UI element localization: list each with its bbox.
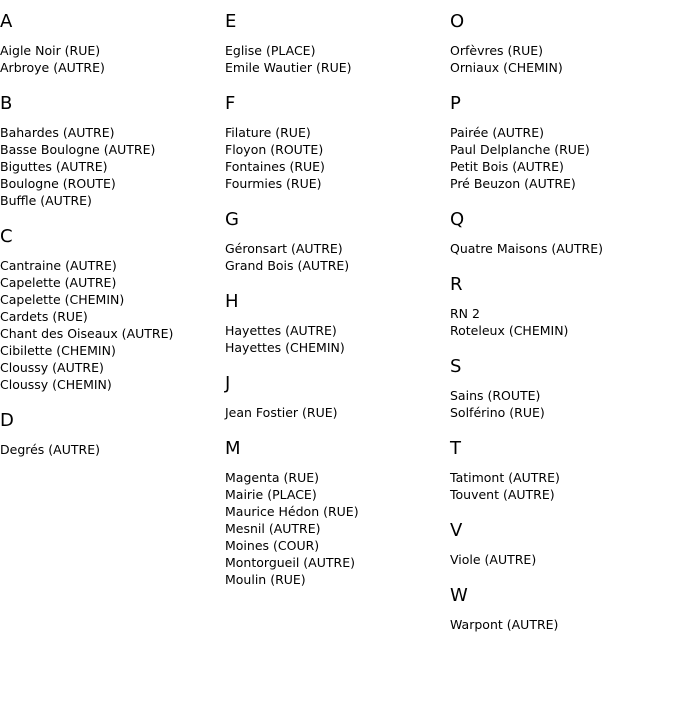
letter-heading: R [450, 274, 463, 295]
letter-heading: W [450, 585, 468, 606]
index-column [225, 10, 447, 604]
street-item[interactable]: Roteleux (CHEMIN) [450, 323, 569, 338]
letter-heading: G [225, 209, 239, 230]
letter-heading: H [225, 291, 239, 312]
street-list [0, 124, 222, 209]
street-list [225, 240, 447, 274]
letter-heading: T [450, 438, 461, 459]
street-list [225, 404, 447, 421]
letter-group [225, 290, 447, 356]
street-item[interactable]: Moines (COUR) [225, 538, 320, 553]
street-item[interactable]: Petit Bois (AUTRE) [450, 159, 564, 174]
street-item[interactable]: Arbroye (AUTRE) [0, 60, 105, 75]
street-item[interactable]: Orfèvres (RUE) [450, 43, 543, 58]
letter-group [0, 225, 222, 393]
street-item[interactable]: Cibilette (CHEMIN) [0, 343, 116, 358]
letter-group [225, 10, 447, 76]
letter-group [225, 208, 447, 274]
street-item[interactable]: Pairée (AUTRE) [450, 125, 545, 140]
street-item[interactable]: Magenta (RUE) [225, 470, 320, 485]
street-item[interactable]: Quatre Maisons (AUTRE) [450, 241, 604, 256]
street-item[interactable]: Moulin (RUE) [225, 572, 306, 587]
street-item[interactable]: Buffle (AUTRE) [0, 193, 92, 208]
street-item[interactable]: Montorgueil (AUTRE) [225, 555, 355, 570]
street-item[interactable]: Chant des Oiseaux (AUTRE) [0, 326, 174, 341]
street-item[interactable]: Paul Delplanche (RUE) [450, 142, 590, 157]
street-item[interactable]: Floyon (ROUTE) [225, 142, 324, 157]
street-item[interactable]: Capelette (CHEMIN) [0, 292, 125, 307]
letter-heading: M [225, 438, 241, 459]
street-item[interactable]: Mesnil (AUTRE) [225, 521, 321, 536]
letter-group [225, 372, 447, 421]
street-list [225, 322, 447, 356]
letter-heading: J [225, 373, 231, 394]
street-item[interactable]: Eglise (PLACE) [225, 43, 316, 58]
street-item[interactable]: Cantraine (AUTRE) [0, 258, 117, 273]
street-item[interactable]: Emile Wautier (RUE) [225, 60, 352, 75]
street-item[interactable]: Aigle Noir (RUE) [0, 43, 101, 58]
street-item[interactable]: Degrés (AUTRE) [0, 442, 100, 457]
letter-heading: P [450, 93, 461, 114]
street-item[interactable]: Cardets (RUE) [0, 309, 88, 324]
letter-group [450, 208, 672, 257]
letter-group [450, 519, 672, 568]
street-list [450, 551, 672, 568]
street-list [450, 240, 672, 257]
street-item[interactable]: Orniaux (CHEMIN) [450, 60, 563, 75]
letter-heading: O [450, 11, 465, 32]
letter-group [450, 355, 672, 421]
street-list [0, 257, 222, 393]
index-column [0, 10, 222, 474]
street-list [450, 616, 672, 633]
street-item[interactable]: Bahardes (AUTRE) [0, 125, 115, 140]
street-item[interactable]: Hayettes (AUTRE) [225, 323, 337, 338]
letter-group [0, 10, 222, 76]
letter-group [450, 273, 672, 339]
street-list [225, 124, 447, 192]
letter-group [450, 10, 672, 76]
street-item[interactable]: Biguttes (AUTRE) [0, 159, 108, 174]
street-item[interactable]: Warpont (AUTRE) [450, 617, 559, 632]
street-item[interactable]: Basse Boulogne (AUTRE) [0, 142, 156, 157]
street-item[interactable]: Viole (AUTRE) [450, 552, 537, 567]
street-list [450, 42, 672, 76]
letter-group [450, 437, 672, 503]
street-item[interactable]: Maurice Hédon (RUE) [225, 504, 359, 519]
index-column [450, 10, 672, 649]
street-item[interactable]: Grand Bois (AUTRE) [225, 258, 350, 273]
letter-heading: C [0, 226, 13, 247]
street-list [225, 469, 447, 588]
street-item[interactable]: Mairie (PLACE) [225, 487, 317, 502]
street-item[interactable]: Tatimont (AUTRE) [450, 470, 560, 485]
street-item[interactable]: RN 2 [450, 306, 480, 321]
street-list [450, 124, 672, 192]
street-item[interactable]: Filature (RUE) [225, 125, 311, 140]
street-item[interactable]: Boulogne (ROUTE) [0, 176, 116, 191]
street-list [450, 305, 672, 339]
letter-group [450, 92, 672, 192]
street-list [0, 441, 222, 458]
street-item[interactable]: Fontaines (RUE) [225, 159, 325, 174]
letter-group [0, 92, 222, 209]
street-item[interactable]: Cloussy (CHEMIN) [0, 377, 112, 392]
street-item[interactable]: Hayettes (CHEMIN) [225, 340, 345, 355]
letter-group [225, 92, 447, 192]
street-item[interactable]: Jean Fostier (RUE) [225, 405, 338, 420]
street-item[interactable]: Sains (ROUTE) [450, 388, 541, 403]
street-item[interactable]: Géronsart (AUTRE) [225, 241, 343, 256]
letter-heading: D [0, 410, 14, 431]
street-list [0, 42, 222, 76]
letter-heading: F [225, 93, 236, 114]
street-item[interactable]: Touvent (AUTRE) [450, 487, 555, 502]
letter-heading: S [450, 356, 462, 377]
street-item[interactable]: Cloussy (AUTRE) [0, 360, 104, 375]
street-list [450, 469, 672, 503]
street-list [450, 387, 672, 421]
letter-heading: Q [450, 209, 465, 230]
letter-heading: V [450, 520, 463, 541]
street-item[interactable]: Pré Beuzon (AUTRE) [450, 176, 576, 191]
letter-heading: B [0, 93, 13, 114]
letter-group [450, 584, 672, 633]
street-item[interactable]: Solférino (RUE) [450, 405, 545, 420]
street-item[interactable]: Fourmies (RUE) [225, 176, 322, 191]
letter-heading: A [0, 11, 13, 32]
letter-group [0, 409, 222, 458]
street-item[interactable]: Capelette (AUTRE) [0, 275, 117, 290]
letter-group [225, 437, 447, 588]
letter-heading: E [225, 11, 237, 32]
street-list [225, 42, 447, 76]
